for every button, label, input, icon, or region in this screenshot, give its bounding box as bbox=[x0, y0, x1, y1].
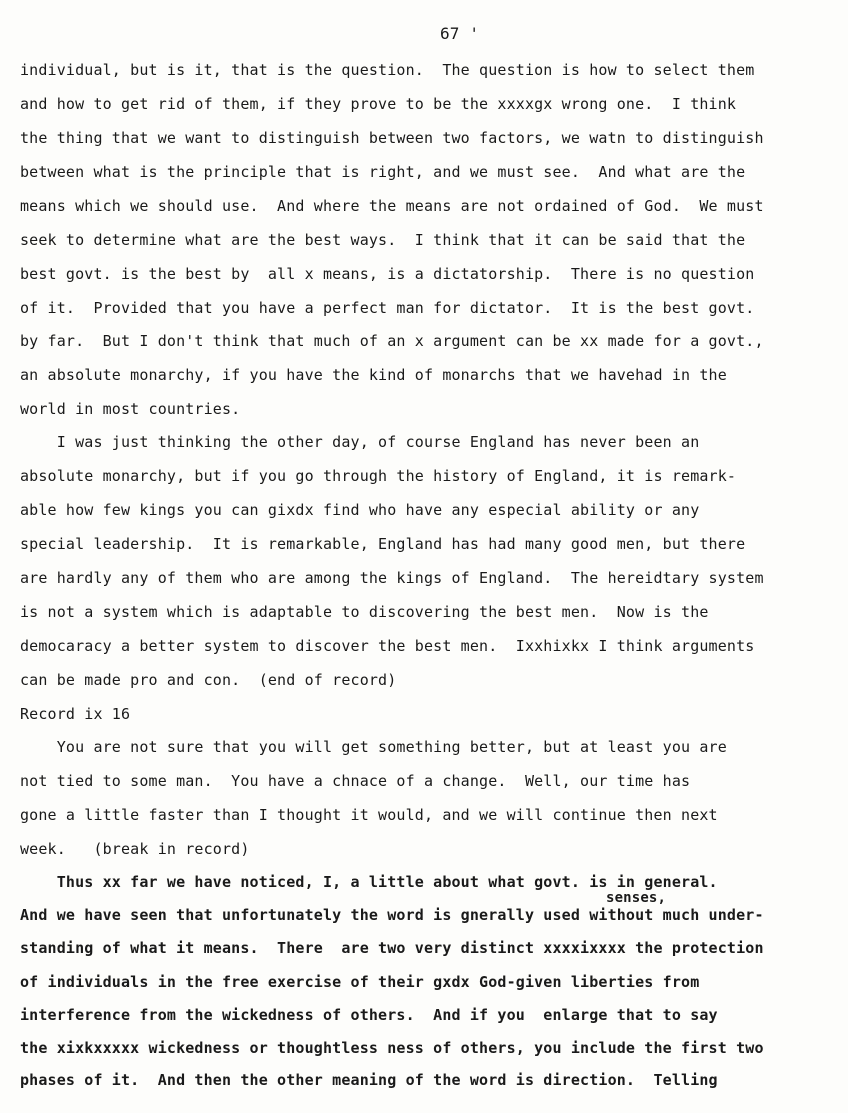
text-line-26: And we have seen that unfortunately the word is gnerally used without much under- bbox=[20, 906, 764, 924]
text-line-23: gone a little faster than I thought it would, and we will continue then next bbox=[20, 806, 718, 824]
text-line-15: special leadership. It is remarkable, England has had many good men, but there bbox=[20, 535, 746, 553]
interlinear-insertion: senses, bbox=[606, 890, 667, 906]
text-line-3: the thing that we want to distinguish between two factors, we watn to distinguish bbox=[20, 129, 764, 147]
text-line-27: standing of what it means. There are two very distinct xxxxixxxx the protection bbox=[20, 939, 764, 957]
text-line-29: interference from the wickedness of others. And if you enlarge that to say bbox=[20, 1006, 718, 1024]
text-line-25: Thus xx far we have noticed, I, a little about what govt. is in general. bbox=[20, 873, 718, 891]
text-line-10: an absolute monarchy, if you have the kind of monarchs that we havehad in the bbox=[20, 366, 727, 384]
text-line-11: world in most countries. bbox=[20, 400, 241, 418]
text-line-31: phases of it. And then the other meaning of the word is direction. Telling bbox=[20, 1071, 718, 1089]
text-line-24: week. (break in record) bbox=[20, 840, 250, 858]
text-line-21: You are not sure that you will get something better, but at least you are bbox=[20, 738, 727, 756]
text-line-9: by far. But I don't think that much of an x argument can be xx made for a govt., bbox=[20, 332, 764, 350]
text-line-13: absolute monarchy, but if you go through the history of England, it is remark- bbox=[20, 467, 737, 485]
text-line-7: best govt. is the best by all x means, is a dictatorship. There is no question bbox=[20, 265, 755, 283]
text-line-22: not tied to some man. You have a chnace of a change. Well, our time has bbox=[20, 772, 691, 790]
text-line-12: I was just thinking the other day, of course England has never been an bbox=[20, 433, 700, 451]
text-line-2: and how to get rid of them, if they prove to be the xxxxgx wrong one. I think bbox=[20, 95, 737, 113]
text-line-19: can be made pro and con. (end of record) bbox=[20, 671, 397, 689]
text-line-6: seek to determine what are the best ways. I think that it can be said that the bbox=[20, 231, 746, 249]
text-line-14: able how few kings you can gixdx find who have any especial ability or any bbox=[20, 501, 700, 519]
page-number: 67 ' bbox=[440, 24, 480, 43]
record-heading: Record ix 16 bbox=[20, 705, 131, 723]
text-line-17: is not a system which is adaptable to discovering the best men. Now is the bbox=[20, 603, 709, 621]
text-line-30: the xixkxxxxx wickedness or thoughtless ness of others, you include the first two bbox=[20, 1039, 764, 1057]
text-line-5: means which we should use. And where the means are not ordained of God. We must bbox=[20, 197, 764, 215]
text-line-28: of individuals in the free exercise of their gxdx God-given liberties from bbox=[20, 973, 700, 991]
text-line-4: between what is the principle that is right, and we must see. And what are the bbox=[20, 163, 746, 181]
text-line-8: of it. Provided that you have a perfect man for dictator. It is the best govt. bbox=[20, 299, 755, 317]
text-line-1: individual, but is it, that is the question. The question is how to select them bbox=[20, 61, 755, 79]
text-line-18: democaracy a better system to discover the best men. Ixxhixkx I think arguments bbox=[20, 637, 755, 655]
text-line-16: are hardly any of them who are among the kings of England. The hereidtary system bbox=[20, 569, 764, 587]
